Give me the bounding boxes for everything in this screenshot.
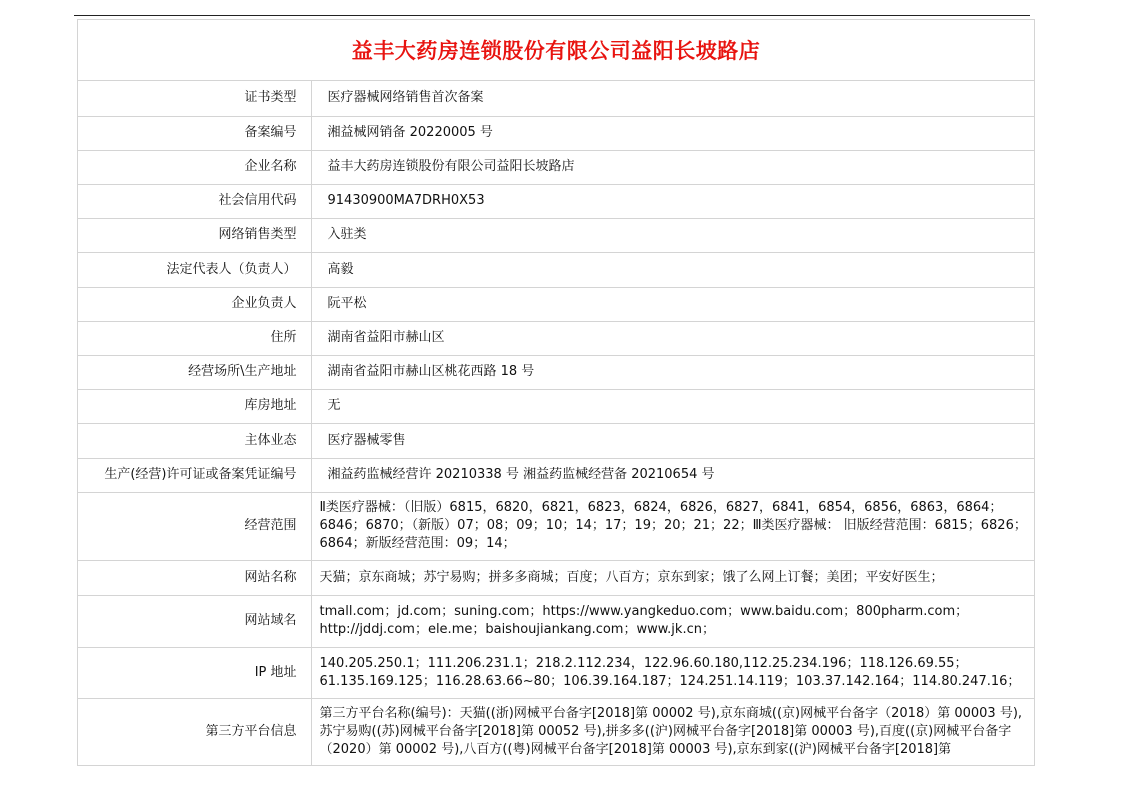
row-value: Ⅱ类医疗器械：（旧版）6815，6820，6821，6823，6824，6826，6827，6841，6854，6856，6863，6864；6846；6870；（新版）07；08；09；10；14；17；19；20；21；22；Ⅲ类医疗器械： 旧版经营范围：6815；6826；6864；新版经营范围：09；14； bbox=[311, 492, 1034, 560]
row-value: 湖南省益阳市赫山区桃花西路 18 号 bbox=[311, 355, 1034, 389]
row-label: 生产(经营)许可证或备案凭证编号 bbox=[78, 458, 311, 492]
record-document bbox=[77, 19, 1035, 766]
row-value: 益丰大药房连锁股份有限公司益阳长坡路店 bbox=[311, 150, 1034, 184]
row-value: 入驻类 bbox=[311, 218, 1034, 252]
row-value: tmall.com；jd.com；suning.com；https://www.yangkeduo.com；www.baidu.com；800pharm.com；http://jddj.com；ele.me；baishoujiankang.com；www.jk.cn； bbox=[311, 595, 1034, 647]
row-value: 第三方平台名称(编号)：天猫((浙)网械平台备字[2018]第 00002 号),京东商城((京)网械平台备字（2018）第 00003 号),苏宁易购((苏)网械平台备字[2018]第 00052 号),拼多多((沪)网械平台备字[2018]第 00003 号),百度((京)网械平台备字（2020）第 00002 号),八百方((粤)网械平台备字[2018]第 00003 号),京东到家((沪)网械平台备字[2018]第 bbox=[311, 698, 1034, 766]
row-value: 湘益药监械经营许 20210338 号 湘益药监械经营备 20210654 号 bbox=[311, 458, 1034, 492]
table-row bbox=[78, 458, 1034, 492]
row-label: 法定代表人（负责人） bbox=[78, 252, 311, 287]
row-label: 库房地址 bbox=[78, 389, 311, 423]
table-row bbox=[78, 321, 1034, 355]
info-table bbox=[78, 81, 1034, 766]
row-label: 社会信用代码 bbox=[78, 184, 311, 218]
row-value: 天猫；京东商城；苏宁易购；拼多多商城；百度；八百方；京东到家；饿了么网上订餐；美团；平安好医生； bbox=[311, 560, 1034, 595]
row-value: 高毅 bbox=[311, 252, 1034, 287]
row-label: 企业名称 bbox=[78, 150, 311, 184]
table-row bbox=[78, 423, 1034, 458]
table-row bbox=[78, 355, 1034, 389]
row-label: 企业负责人 bbox=[78, 287, 311, 321]
row-value: 湖南省益阳市赫山区 bbox=[311, 321, 1034, 355]
row-value: 140.205.250.1；111.206.231.1；218.2.112.234，122.96.60.180,112.25.234.196；118.126.69.55；61.135.169.125；116.28.63.66~80；106.39.164.187；124.251.14.119；103.37.142.164；114.80.247.16； bbox=[311, 647, 1034, 698]
top-rule bbox=[74, 15, 1030, 16]
table-row bbox=[78, 218, 1034, 252]
row-label: 网站名称 bbox=[78, 560, 311, 595]
table-row bbox=[78, 184, 1034, 218]
row-value: 无 bbox=[311, 389, 1034, 423]
table-row bbox=[78, 116, 1034, 150]
row-label: 网络销售类型 bbox=[78, 218, 311, 252]
row-value: 医疗器械零售 bbox=[311, 423, 1034, 458]
table-row bbox=[78, 287, 1034, 321]
table-row bbox=[78, 595, 1034, 647]
row-label: 住所 bbox=[78, 321, 311, 355]
row-label: 经营范围 bbox=[78, 492, 311, 560]
row-label: 网站域名 bbox=[78, 595, 311, 647]
row-label: IP 地址 bbox=[78, 647, 311, 698]
row-label: 证书类型 bbox=[78, 81, 311, 116]
row-value: 阮平松 bbox=[311, 287, 1034, 321]
document-title: 益丰大药房连锁股份有限公司益阳长坡路店 bbox=[351, 39, 761, 63]
table-row bbox=[78, 560, 1034, 595]
row-label: 备案编号 bbox=[78, 116, 311, 150]
table-row bbox=[78, 150, 1034, 184]
row-label: 第三方平台信息 bbox=[78, 698, 311, 766]
table-row bbox=[78, 647, 1034, 698]
row-value: 91430900MA7DRH0X53 bbox=[311, 184, 1034, 218]
row-value: 湘益械网销备 20220005 号 bbox=[311, 116, 1034, 150]
table-row bbox=[78, 492, 1034, 560]
row-label: 主体业态 bbox=[78, 423, 311, 458]
title-row bbox=[78, 20, 1034, 81]
row-value: 医疗器械网络销售首次备案 bbox=[311, 81, 1034, 116]
table-row bbox=[78, 252, 1034, 287]
table-row bbox=[78, 81, 1034, 116]
row-label: 经营场所\生产地址 bbox=[78, 355, 311, 389]
table-row bbox=[78, 389, 1034, 423]
table-row bbox=[78, 698, 1034, 766]
